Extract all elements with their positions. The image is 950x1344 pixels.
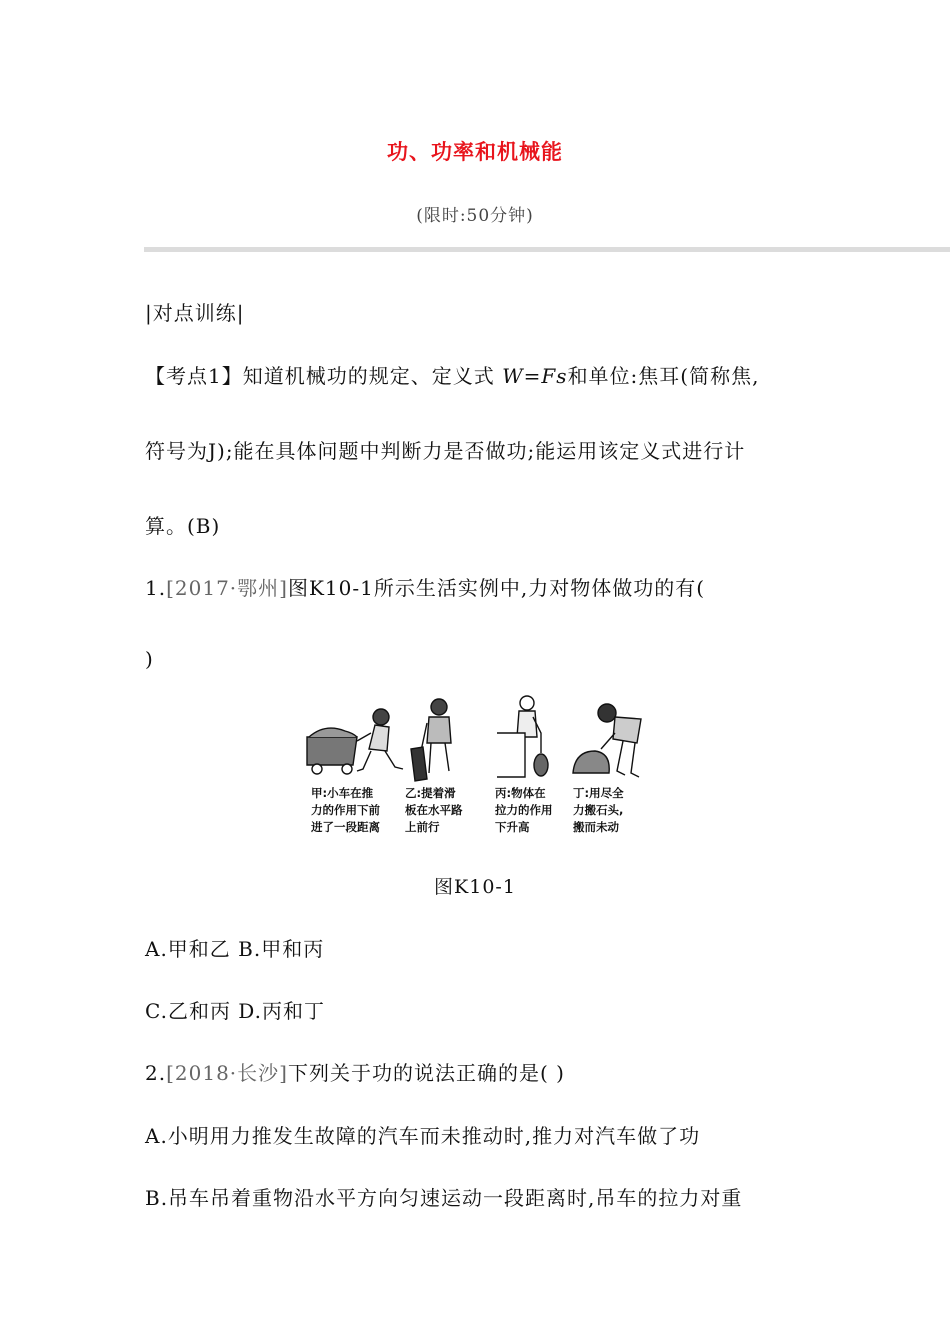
kaodian-line-3: 算。(B)	[145, 514, 221, 538]
option-ab: A.甲和乙 B.甲和丙	[145, 937, 325, 961]
kaodian-tag: 【考点1】	[145, 364, 243, 388]
question-1-close: )	[145, 647, 154, 671]
formula: W=Fs	[502, 364, 568, 388]
figure-k10-1	[305, 693, 647, 837]
kaodian-line-1	[145, 360, 759, 389]
girl-rock-illustration	[573, 704, 641, 777]
q2-option-b: B.吊车吊着重物沿水平方向匀速运动一段距离时,吊车的拉力对重	[145, 1186, 743, 1210]
boy-skateboard-illustration	[411, 699, 451, 781]
option-cd: C.乙和丙 D.丙和丁	[145, 999, 325, 1023]
panel-ding-text: 丁:用尽全 力搬石头, 搬而未动	[573, 786, 624, 834]
question-number: 1.	[145, 576, 167, 600]
lifting-illustration	[497, 696, 548, 777]
question-source: [2018·长沙]	[166, 1061, 288, 1085]
cart-illustration	[307, 709, 403, 774]
question-text: 图K10-1所示生活实例中,力对物体做功的有(	[287, 576, 706, 600]
kaodian-text: 和单位:焦耳(简称焦,	[567, 364, 760, 388]
question-source: [2017·鄂州]	[166, 576, 288, 600]
figure-caption: 图K10-1	[434, 876, 516, 898]
kaodian-text: 知道机械功的规定、定义式	[242, 364, 495, 388]
section-label: |对点训练|	[145, 301, 245, 325]
question-1	[145, 572, 705, 601]
question-text: 下列关于功的说法正确的是( )	[287, 1061, 565, 1085]
divider	[144, 247, 950, 252]
panel-yi-text: 乙:提着滑 板在水平路 上前行	[405, 786, 463, 834]
question-number: 2.	[145, 1061, 167, 1085]
kaodian-line-2: 符号为J);能在具体问题中判断力是否做功;能运用该定义式进行计	[145, 439, 746, 463]
panel-jia-text: 甲:小车在推 力的作用下前 进了一段距离	[311, 786, 380, 834]
panel-bing-text: 丙:物体在 拉力的作用 下升高	[495, 786, 553, 834]
page-title: 功、功率和机械能	[387, 140, 563, 164]
q2-option-a: A.小明用力推发生故障的汽车而未推动时,推力对汽车做了功	[145, 1124, 701, 1148]
question-2	[145, 1057, 565, 1086]
time-limit: (限时:50分钟)	[416, 206, 534, 226]
